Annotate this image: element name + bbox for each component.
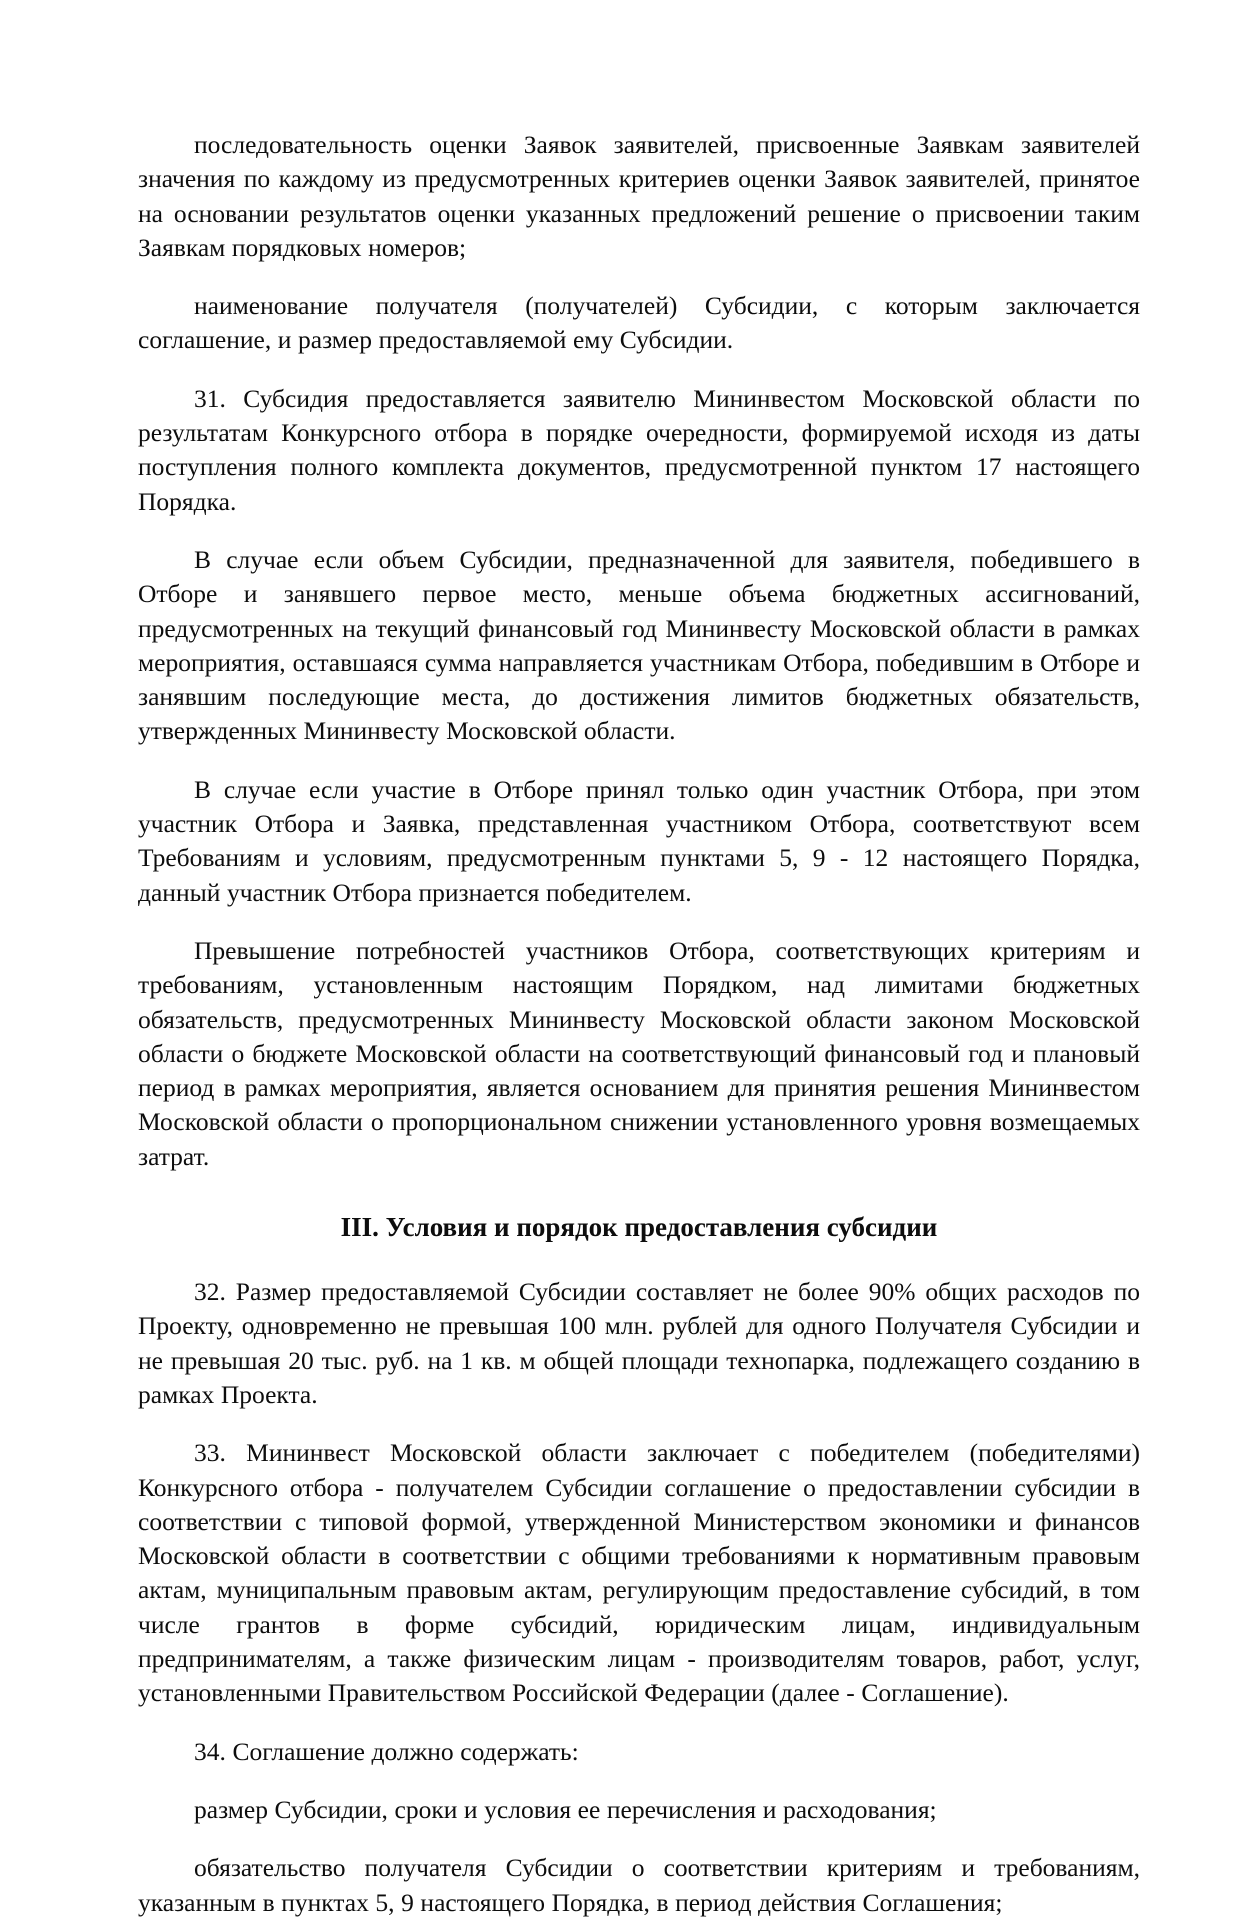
paragraph-subsidy-volume-case: В случае если объем Субсидии, предназначенной для заявителя, победившего в Отборе и занявшего первое место, меньше объема бюджетных ассигнований, предусмотренных на текущий финансовый год Мининвесту Московской области в рамках мероприятия, оставшаяся сумма направляется участникам Отбора, победившим в Отборе и занявшим последующие места, до достижения лимитов бюджетных обязательств, утвержденных Мининвесту Московской области. bbox=[138, 544, 1140, 746]
paragraph-continuation: последовательность оценки Заявок заявителей, присвоенные Заявкам заявителей значения по каждому из предусмотренных критериев оценки Заявок заявителей, принятое на основании результатов оценки указанных предложений решение о присвоении таким Заявкам порядковых номеров; bbox=[138, 130, 1140, 262]
paragraph-34-item-obligation: обязательство получателя Субсидии о соответствии критериям и требованиям, указанным в пунктах 5, 9 настоящего Порядка, в период действия Соглашения; bbox=[138, 1853, 1140, 1917]
paragraph-excess-needs: Превышение потребностей участников Отбора, соответствующих критериям и требованиям, установленным настоящим Порядком, над лимитами бюджетных обязательств, предусмотренных Мининвесту Московской области законом Московской области о бюджете Московской области на соответствующий финансовый год и плановый период в рамках мероприятия, является основанием для принятия решения Мининвестом Московской области о пропорциональном снижении установленного уровня возмещаемых затрат. bbox=[138, 935, 1140, 1171]
paragraph-32: 32. Размер предоставляемой Субсидии составляет не более 90% общих расходов по Проекту, одновременно не превышая 100 млн. рублей для одного Получателя Субсидии и не превышая 20 тыс. руб. на 1 кв. м общей площади технопарка, подлежащего созданию в рамках Проекта. bbox=[138, 1277, 1140, 1409]
document-body bbox=[138, 128, 1140, 1920]
paragraph-recipient-name: наименование получателя (получателей) Субсидии, с которым заключается соглашение, и размер предоставляемой ему Субсидии. bbox=[138, 291, 1140, 355]
paragraph-34-item-size-terms: размер Субсидии, сроки и условия ее перечисления и расходования; bbox=[194, 1794, 937, 1824]
paragraph-31: 31. Субсидия предоставляется заявителю Мининвестом Московской области по результатам Конкурсного отбора в порядке очередности, формируемой исходя из даты поступления полного комплекта документов, предусмотренной пунктом 17 настоящего Порядка. bbox=[138, 383, 1140, 516]
paragraph-34: 34. Соглашение должно содержать: bbox=[194, 1736, 579, 1766]
section-heading-iii: III. Условия и порядок предоставления субсидии bbox=[340, 1212, 938, 1243]
paragraph-single-participant-case: В случае если участие в Отборе принял только один участник Отбора, при этом участник Отбора и Заявка, представленная участником Отбора, соответствуют всем Требованиям и условиям, предусмотренным пунктами 5, 9 - 12 настоящего Порядка, данный участник Отбора признается победителем. bbox=[138, 774, 1140, 907]
paragraph-33: 33. Мининвест Московской области заключает с победителем (победителями) Конкурсного отбора - получателем Субсидии соглашение о предоставлении субсидии в соответствии с типовой формой, утвержденной Министерством экономики и финансов Московской области в соответствии с общими требованиями к нормативным правовым актам, муниципальным правовым актам, регулирующим предоставление субсидий, в том числе грантов в форме субсидий, юридическим лицам, индивидуальным предпринимателям, а также физическим лицам - производителям товаров, работ, услуг, установленными Правительством Российской Федерации (далее - Соглашение). bbox=[138, 1438, 1140, 1708]
